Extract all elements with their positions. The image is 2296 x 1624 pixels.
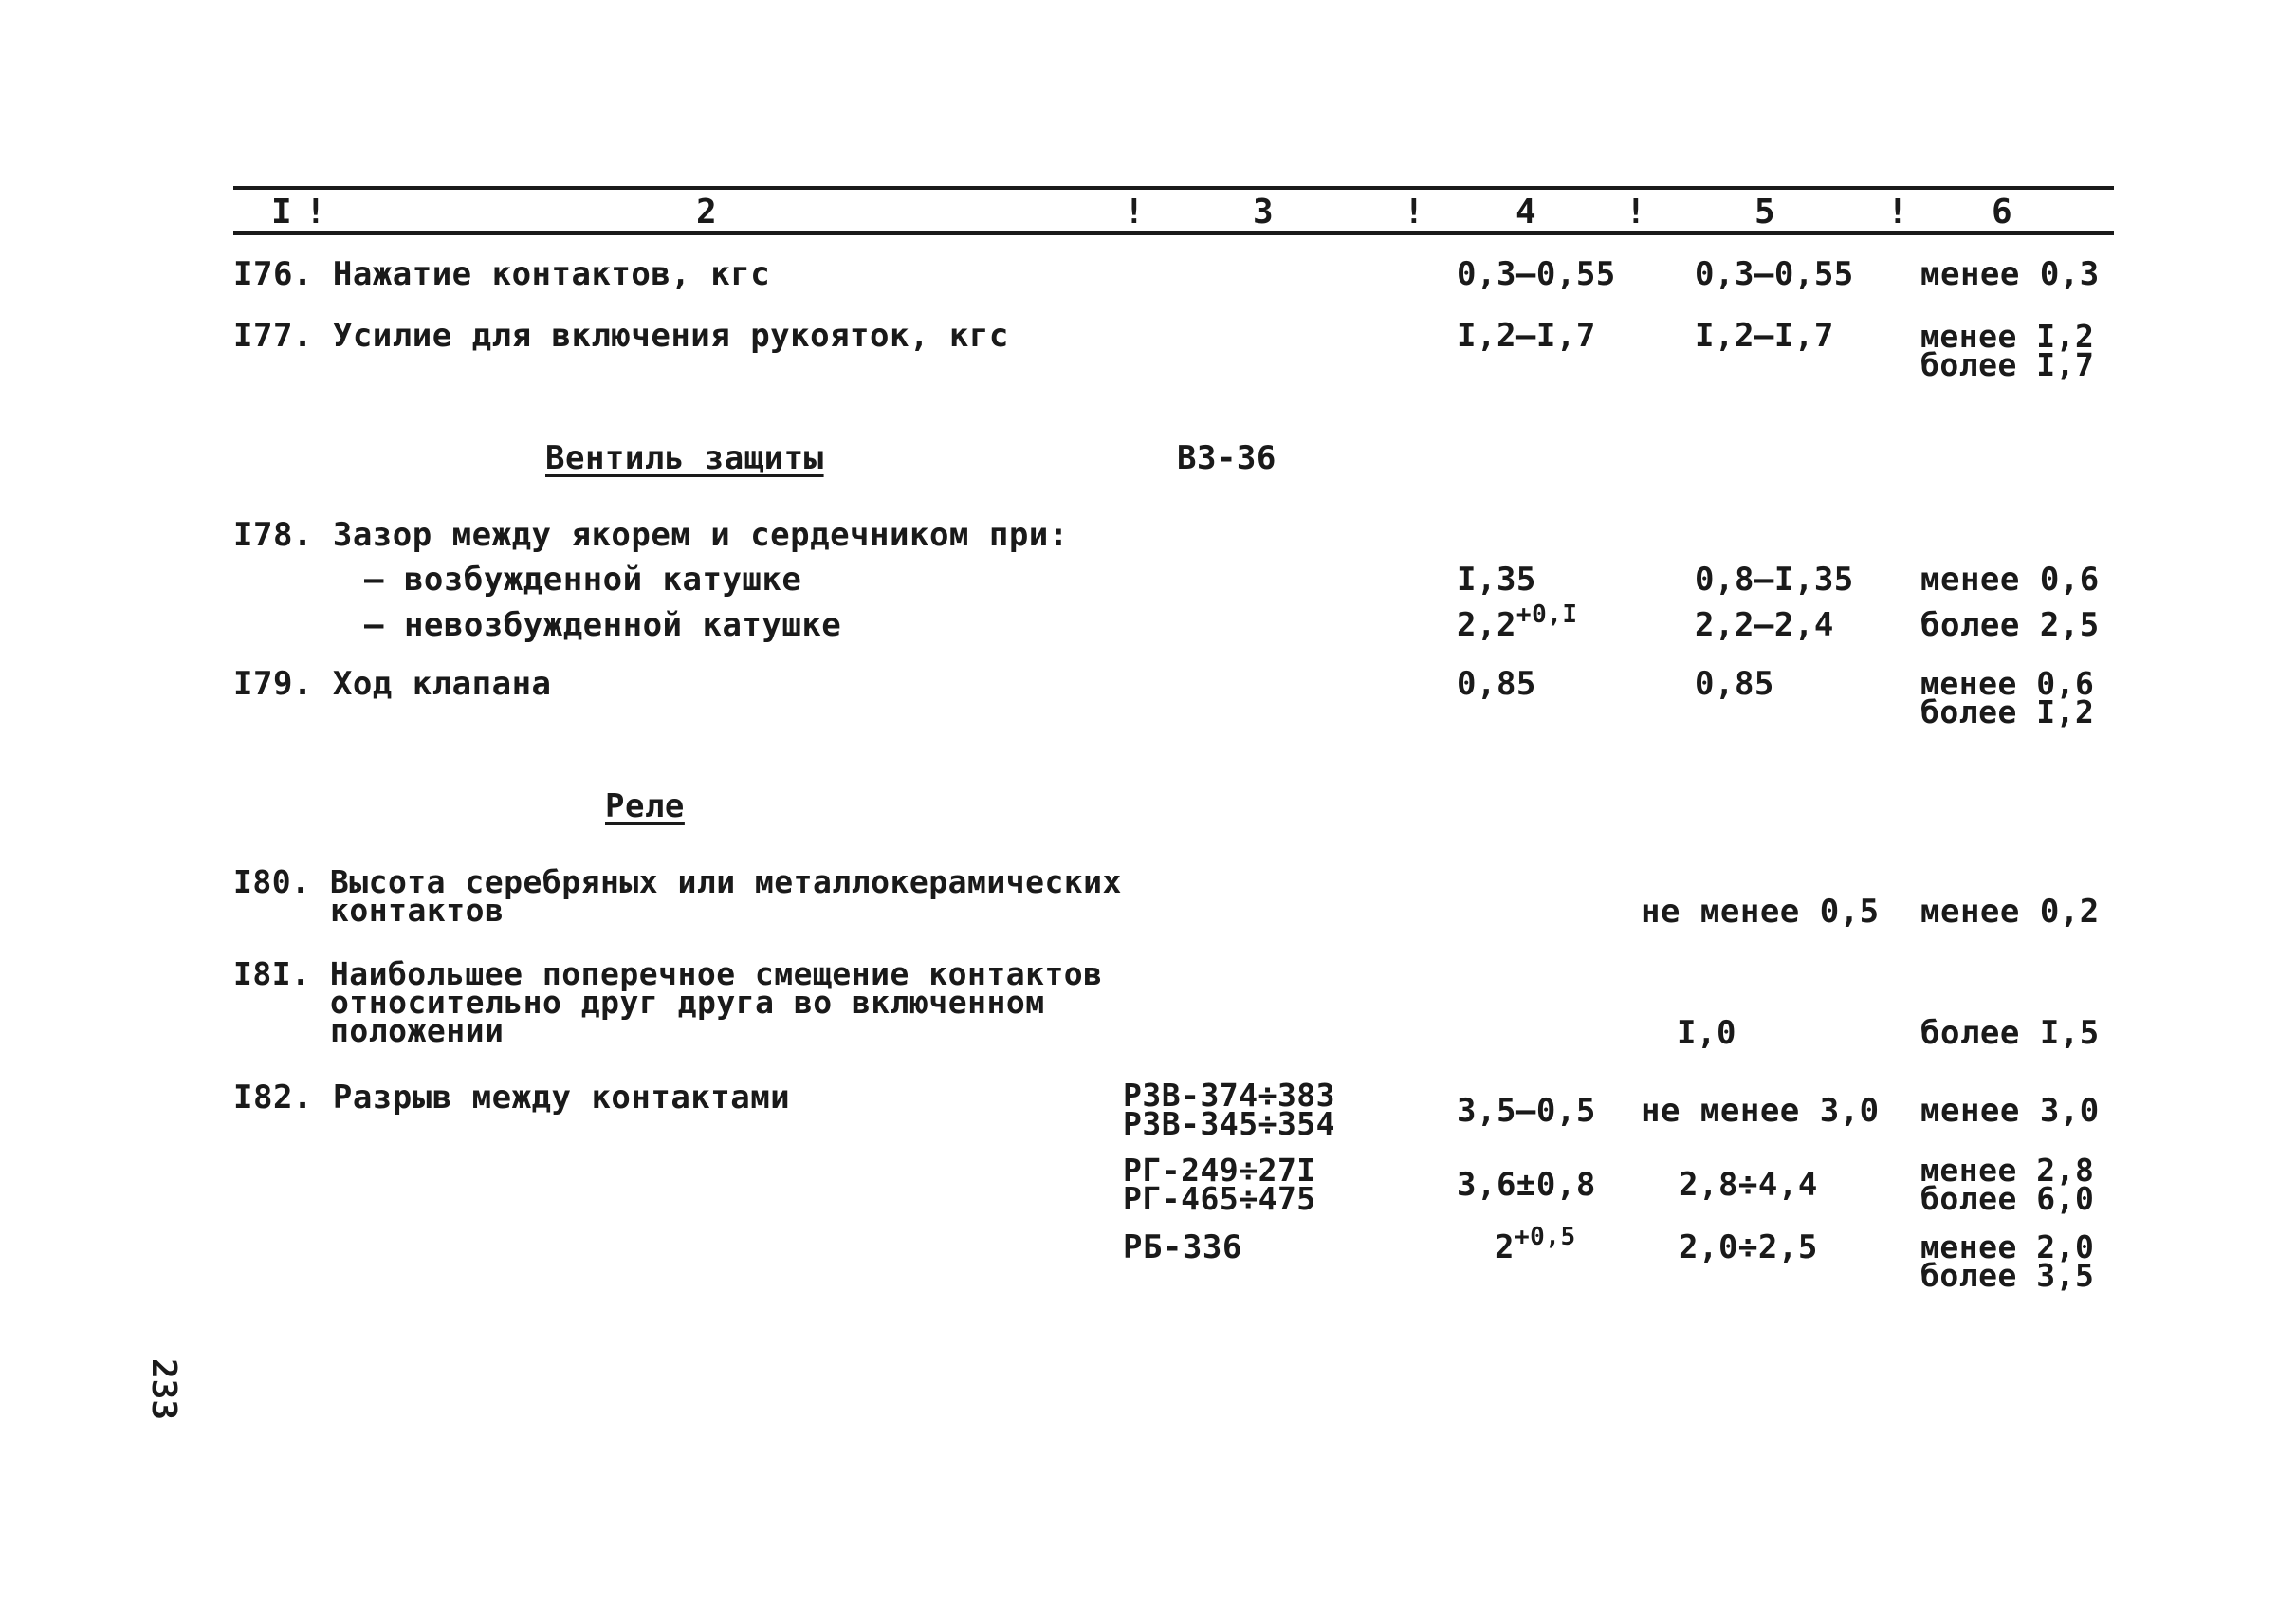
row-182-g3-col6-b: более 3,5 xyxy=(1920,1257,2095,1294)
row-182-label: I82. Разрыв между контактами xyxy=(233,1079,791,1116)
row-178-sub2-col6: более 2,5 xyxy=(1920,606,2100,644)
row-179-col4: 0,85 xyxy=(1457,665,1536,703)
header-sep-1: ! xyxy=(305,193,326,231)
row-182-g3-col4 xyxy=(1495,1223,1576,1266)
row-182-g1-col4: 3,5–0,5 xyxy=(1457,1092,1596,1130)
row-181-col5: I,0 xyxy=(1677,1014,1736,1052)
row-176-col6: менее 0,3 xyxy=(1920,255,2100,293)
header-col-1: I xyxy=(271,193,292,231)
row-178-sub2-col5: 2,2–2,4 xyxy=(1695,606,1834,644)
row-182-g2-col5: 2,8÷4,4 xyxy=(1679,1166,1818,1204)
row-178-sub2-col4-sup: +0,I xyxy=(1515,600,1578,629)
row-179-col6-a: менее 0,6 xyxy=(1920,665,2095,702)
row-180-line2: контактов xyxy=(330,892,505,929)
row-178-sub2: – невозбужденной катушке xyxy=(364,606,842,644)
row-177-label: I77. Усилие для включения рукояток, кгс xyxy=(233,317,1009,355)
row-178-sub1-col4: I,35 xyxy=(1457,561,1536,599)
row-180-col6: менее 0,2 xyxy=(1920,893,2100,931)
header-col-5: 5 xyxy=(1754,193,1775,231)
row-179-col5: 0,85 xyxy=(1695,665,1774,703)
row-179-col6-b: более I,2 xyxy=(1920,693,2095,730)
header-bottom-rule xyxy=(233,231,2114,235)
row-181-col6: более I,5 xyxy=(1920,1014,2100,1052)
row-177-col5: I,2–I,7 xyxy=(1695,317,1834,355)
section-title-valve: Вентиль защиты xyxy=(545,439,824,477)
row-178-sub2-col4 xyxy=(1457,600,1578,644)
page-number: 233 xyxy=(144,1358,183,1421)
row-178-sub1-col5: 0,8–I,35 xyxy=(1695,561,1854,599)
row-182-g1-col6: менее 3,0 xyxy=(1920,1092,2100,1130)
row-176-col5: 0,3–0,55 xyxy=(1695,255,1854,293)
header-sep-4: ! xyxy=(1626,193,1646,231)
row-182-g3-col6-a: менее 2,0 xyxy=(1920,1228,2095,1265)
row-182-g1-col3-a: РЗВ-374÷383 xyxy=(1123,1077,1336,1114)
section-code-valve: ВЗ-36 xyxy=(1177,439,1277,477)
header-col-6: 6 xyxy=(1992,193,2012,231)
row-182-g3-col5: 2,0÷2,5 xyxy=(1679,1228,1818,1266)
row-182-g2-col6-a: менее 2,8 xyxy=(1920,1152,2095,1189)
row-182-g2-col4: 3,6±0,8 xyxy=(1457,1166,1596,1204)
row-178-label: I78. Зазор между якорем и сердечником при: xyxy=(233,516,1069,554)
header-col-2: 2 xyxy=(696,193,717,231)
row-178-sub1-col6: менее 0,6 xyxy=(1920,561,2100,599)
row-182-g2-col3-b: РГ-465÷475 xyxy=(1123,1180,1316,1217)
row-182-g2-col6-b: более 6,0 xyxy=(1920,1180,2095,1217)
row-176-col4: 0,3–0,55 xyxy=(1457,255,1616,293)
header-col-4: 4 xyxy=(1515,193,1536,231)
row-182-g3-col4-base: 2 xyxy=(1495,1228,1515,1266)
header-sep-3: ! xyxy=(1404,193,1424,231)
row-182-g1-col3-b: РЗВ-345÷354 xyxy=(1123,1105,1336,1142)
row-177-col6-a: менее I,2 xyxy=(1920,318,2095,355)
section-title-relay: Реле xyxy=(605,787,685,825)
row-182-g3-col3: РБ-336 xyxy=(1123,1228,1242,1266)
row-180-col5: не менее 0,5 xyxy=(1641,893,1880,931)
row-182-g1-col5: не менее 3,0 xyxy=(1641,1092,1880,1130)
row-176-label: I76. Нажатие контактов, кгс xyxy=(233,255,771,293)
row-178-sub1: – возбужденной катушке xyxy=(364,561,802,599)
row-181-line2: относительно друг друга во включенном xyxy=(330,984,1045,1021)
header-sep-5: ! xyxy=(1887,193,1908,231)
row-180-line1: I80. Высота серебряных или металлокерамических xyxy=(233,863,1122,900)
row-179-label: I79. Ход клапана xyxy=(233,665,552,703)
row-182-g3-col4-sup: +0,5 xyxy=(1514,1223,1576,1251)
header-col-3: 3 xyxy=(1253,193,1274,231)
row-182-g2-col3-a: РГ-249÷27I xyxy=(1123,1152,1316,1189)
header-sep-2: ! xyxy=(1124,193,1145,231)
row-178-sub2-col4-base: 2,2 xyxy=(1457,606,1516,644)
row-181-line3: положении xyxy=(330,1012,505,1049)
header-top-rule xyxy=(233,186,2114,190)
row-177-col4: I,2–I,7 xyxy=(1457,317,1596,355)
row-181-line1: I8I. Наибольшее поперечное смещение контактов xyxy=(233,955,1103,992)
row-177-col6-b: более I,7 xyxy=(1920,346,2095,383)
